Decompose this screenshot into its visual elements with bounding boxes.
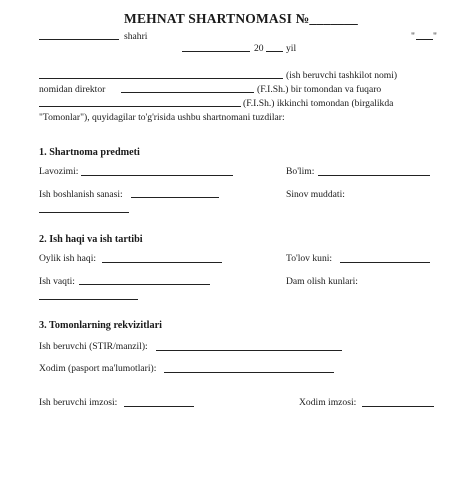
employee-details-label: Xodim (pasport ma'lumotlari): — [39, 363, 157, 374]
employee-note: (F.I.Sh.) ikkinchi tomondan (birgalikda — [243, 98, 394, 109]
probation-field[interactable] — [39, 212, 129, 213]
probation-label: Sinov muddati: — [286, 189, 345, 200]
director-prefix: nomidan direktor — [39, 84, 106, 95]
director-note: (F.I.Sh.) bir tomondan va fuqaro — [257, 84, 382, 95]
date-quote-close: " — [433, 31, 437, 42]
payday-label: To'lov kuni: — [286, 253, 333, 264]
director-name-field[interactable] — [121, 92, 254, 93]
department-field[interactable] — [318, 175, 430, 176]
employee-name-field[interactable] — [39, 106, 241, 107]
position-label: Lavozimi: — [39, 166, 79, 177]
page-title: MEHNAT SHARTNOMASI №_______ — [124, 11, 359, 26]
city-field[interactable] — [39, 39, 119, 40]
month-field[interactable] — [182, 51, 250, 52]
day-field[interactable] — [416, 39, 433, 40]
payday-field[interactable] — [340, 262, 430, 263]
year-prefix: 20 — [254, 43, 264, 54]
position-field[interactable] — [81, 175, 233, 176]
employee-signature-label: Xodim imzosi: — [299, 397, 357, 408]
year-field[interactable] — [266, 51, 283, 52]
start-date-label: Ish boshlanish sanasi: — [39, 189, 123, 200]
employer-signature-label: Ish beruvchi imzosi: — [39, 397, 118, 408]
department-label: Bo'lim: — [286, 166, 315, 177]
employer-signature-field[interactable] — [124, 406, 194, 407]
salary-label: Oylik ish haqi: — [39, 253, 97, 264]
work-hours-label: Ish vaqti: — [39, 276, 75, 287]
start-date-field[interactable] — [131, 197, 219, 198]
employer-details-label: Ish beruvchi (STIR/manzil): — [39, 341, 148, 352]
section-2-heading: 2. Ish haqi va ish tartibi — [39, 234, 143, 245]
employer-name-field[interactable] — [39, 78, 283, 79]
year-suffix: yil — [286, 43, 297, 54]
rest-days-field[interactable] — [39, 299, 138, 300]
employee-signature-field[interactable] — [362, 406, 434, 407]
employer-details-field[interactable] — [156, 350, 342, 351]
employer-name-note: (ish beruvchi tashkilot nomi) — [286, 70, 398, 81]
section-1-heading: 1. Shartnoma predmeti — [39, 147, 140, 158]
date-quote-open: " — [411, 31, 415, 42]
section-3-heading: 3. Tomonlarning rekvizitlari — [39, 320, 162, 331]
parties-note: "Tomonlar"), quyidagilar to'g'risida ushbu shartnomani tuzdilar: — [39, 112, 285, 123]
employee-details-field[interactable] — [164, 372, 334, 373]
city-suffix: shahri — [124, 31, 148, 42]
rest-days-label: Dam olish kunlari: — [286, 276, 358, 287]
salary-field[interactable] — [102, 262, 222, 263]
work-hours-field[interactable] — [79, 284, 210, 285]
